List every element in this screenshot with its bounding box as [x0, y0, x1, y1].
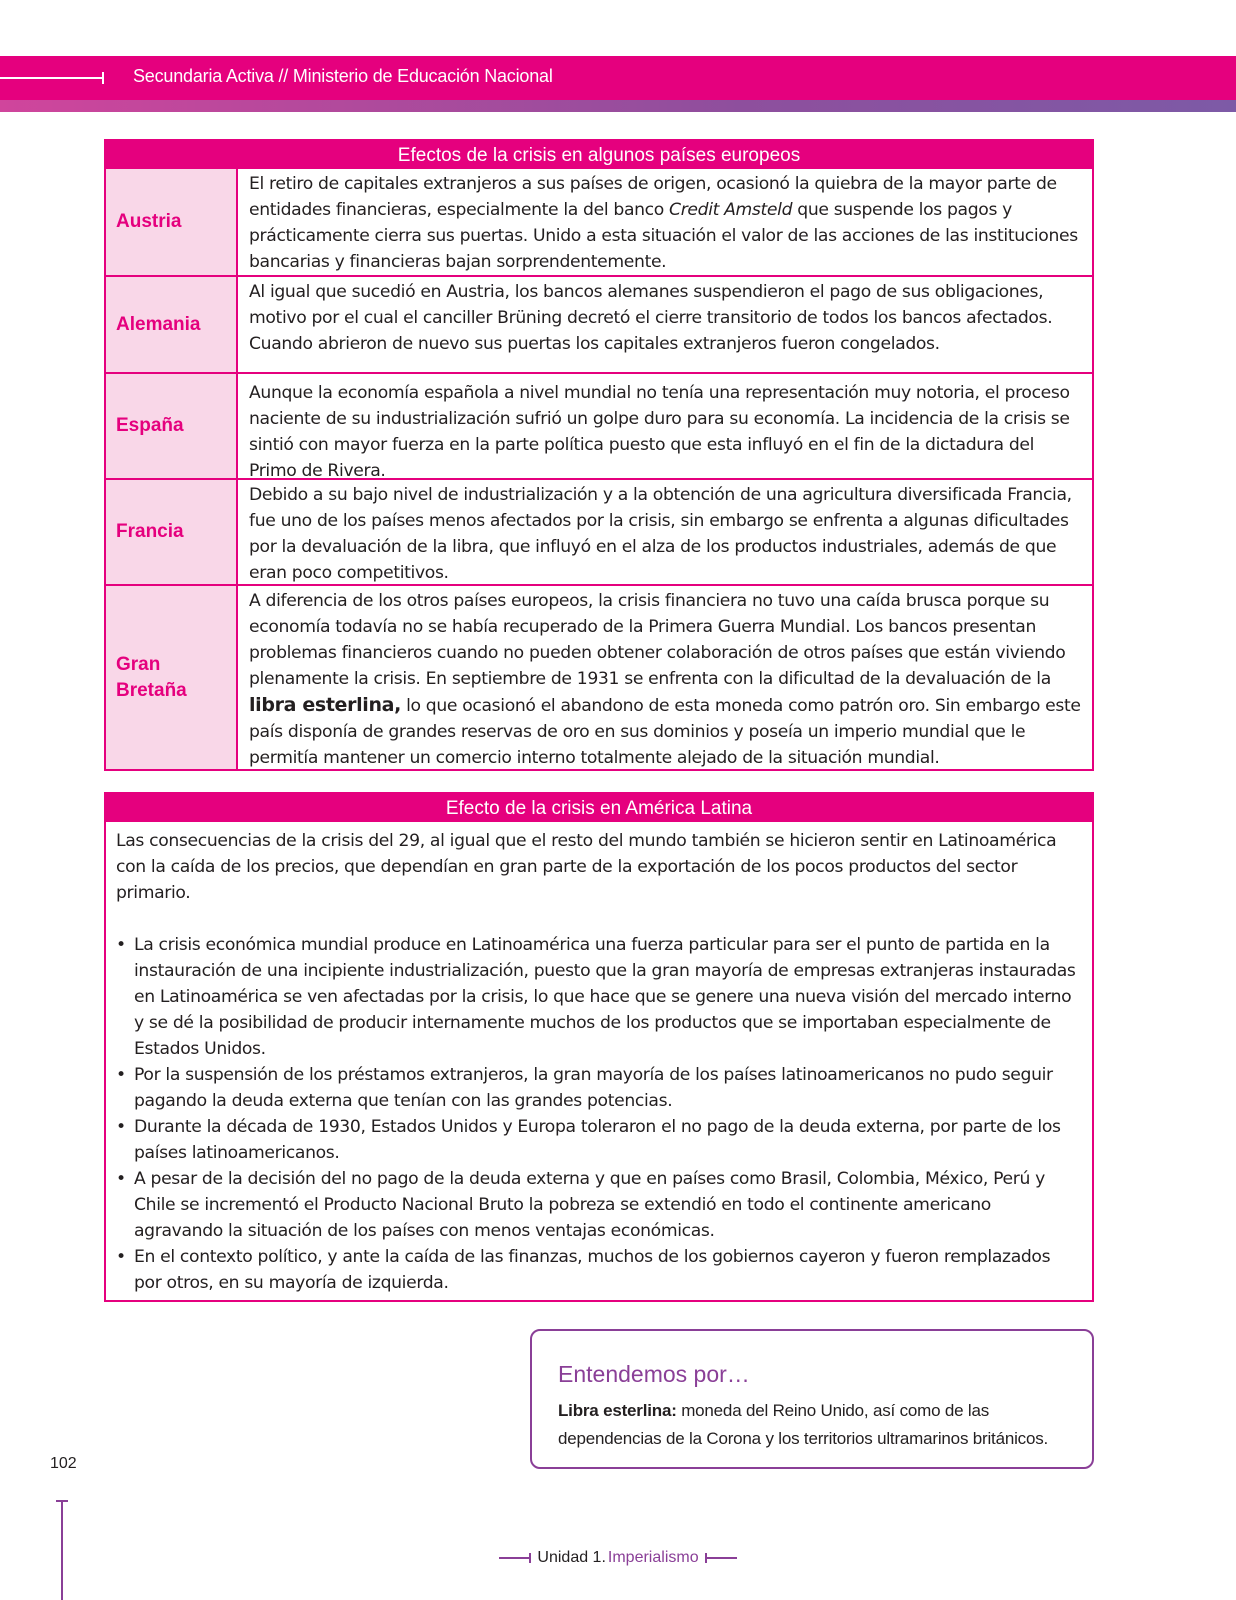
bullet-icon: • [116, 1117, 126, 1137]
latam-body [106, 822, 1092, 1296]
footer-unit-label: Unidad 1. [537, 1549, 606, 1566]
list-item [116, 932, 1082, 1062]
header-rule [0, 77, 104, 79]
bullet-icon: • [116, 935, 126, 955]
footer-rule-tick [529, 1553, 531, 1563]
key-term: libra esterlina, [249, 694, 401, 716]
latam-bullet-list [116, 932, 1082, 1296]
header-title: Secundaria Activa // Ministerio de Educación Nacional [133, 66, 553, 86]
definition-body: moneda del Reino Unido, así como de las dependencias de la Corona y los territorios ultramarinos británicos. [558, 1401, 1049, 1448]
country-description: Al igual que sucedió en Austria, los bancos alemanes suspendieron el pago de sus obligaciones, motivo por el cual el canciller Brüning decretó el cierre transitorio de todos los bancos afectados. Cuando abrieron de nuevo sus puertas los capitales extranjeros fueron congelados. [249, 282, 1053, 354]
bullet-icon: • [116, 1065, 126, 1085]
definition-title: Entendemos por… [558, 1361, 750, 1387]
description-text: A diferencia de los otros países europeos, la crisis financiera no tuvo una caída brusca porque su economía todavía no se había recuperado de la Primera Guerra Mundial. Los bancos presentan problemas financieros cuando no pueden obtener colaboración de otros países que están viviendo plenamente la crisis. En septiembre de 1931 se enfrenta con la dificultad de la devaluación de la [249, 591, 1066, 689]
latam-effects-table [104, 792, 1094, 1302]
country-description: Aunque la economía española a nivel mundial no tenía una representación muy notoria, el proceso naciente de su industrialización sufrió un golpe duro para su economía. La incidencia de la crisis se sintió con mayor fuerza en la parte política puesto que esta influyó en el fin de la dictadura del Primo de Rivera. [249, 383, 1070, 481]
latam-table-title: Efecto de la crisis en América Latina [106, 794, 1092, 822]
list-item [116, 1244, 1082, 1296]
country-description: Debido a su bajo nivel de industrialización y a la obtención de una agricultura diversificada Francia, fue uno de los países menos afectados por la crisis, sin embargo se enfrenta a algunas dificultades por la devaluación de la libra, que influyó en el alza de los productos industriales, además de que eran poco competitivos. [249, 485, 1072, 583]
country-cell [106, 586, 238, 769]
bullet-icon: • [116, 1169, 126, 1189]
footer-unit-topic: Imperialismo [607, 1549, 699, 1566]
footer-rule [707, 1557, 737, 1559]
footer-rule [499, 1557, 529, 1559]
europe-table-title: Efectos de la crisis en algunos países europeos [106, 141, 1092, 169]
country-description [238, 586, 1092, 769]
list-item [116, 1166, 1082, 1244]
bullet-text: Por la suspensión de los préstamos extranjeros, la gran mayoría de los países latinoamericanos no pudo seguir pagando la deuda externa que tenían con las grandes potencias. [134, 1065, 1053, 1111]
description-text: lo que ocasionó el abandono de esta moneda como patrón oro. Sin embargo este país disponía de grandes reservas de oro en sus dominios y poseía un imperio mundial que le permitía mantener un comercio interno totalmente alejado de la situación mundial. [249, 696, 1081, 768]
table-row [106, 584, 1092, 769]
country-cell [106, 374, 238, 478]
country-description [238, 169, 1092, 275]
list-item [116, 1114, 1082, 1166]
country-cell [106, 169, 238, 275]
country-name: Gran Bretaña [116, 653, 187, 701]
table-row [106, 478, 1092, 584]
table-row [106, 372, 1092, 481]
description-text: El retiro de capitales extranjeros a sus países de origen, ocasionó la quiebra de la mayor parte de entidades financieras, especialmente la del banco [249, 174, 1057, 220]
bullet-text: A pesar de la decisión del no pago de la deuda externa y que en países como Brasil, Colombia, México, Perú y Chile se incrementó el Producto Nacional Bruto la pobreza se extendió en todo el continente americano agravando la situación de los países con menos ventajas económicas. [134, 1169, 1045, 1241]
page-number: 102 [50, 1455, 77, 1472]
country-name: Francia [116, 521, 184, 542]
table-row [106, 275, 1092, 372]
country-cell [106, 480, 238, 584]
country-name: Alemania [116, 313, 201, 335]
country-cell [106, 277, 238, 372]
definition-term: Libra esterlina: [558, 1401, 677, 1420]
country-name: España [116, 415, 184, 436]
header-rule-tick [102, 72, 104, 84]
bullet-text: En el contexto político, y ante la caída de las finanzas, muchos de los gobiernos cayeron y fueron remplazados por otros, en su mayoría de izquierda. [134, 1247, 1051, 1293]
latam-intro: Las consecuencias de la crisis del 29, al igual que el resto del mundo también se hicieron sentir en Latinoamérica con la caída de los precios, que dependían en gran parte de la exportación de los pocos productos del sector primario. [116, 831, 1057, 903]
header-stripe [0, 100, 1236, 112]
table-row [106, 169, 1092, 275]
definition-box [530, 1329, 1094, 1469]
list-item [116, 1062, 1082, 1114]
europe-effects-table [104, 139, 1094, 771]
description-text: que suspende los pagos y prácticamente cierra sus puertas. Unido a esta situación el valor de las acciones de las instituciones bancarias y financieras bajan sorprendentemente. [249, 200, 1078, 272]
bullet-icon: • [116, 1247, 126, 1267]
definition-text [558, 1397, 1078, 1453]
bank-name: Credit Amsteld [669, 200, 793, 220]
bullet-text: Durante la década de 1930, Estados Unidos y Europa toleraron el no pago de la deuda externa, por parte de los países latinoamericanos. [134, 1117, 1061, 1163]
country-name: Austria [116, 211, 182, 232]
margin-rule-tick [56, 1500, 68, 1502]
bullet-text: La crisis económica mundial produce en Latinoamérica una fuerza particular para ser el punto de partida en la instauración de una incipiente industrialización, puesto que la gran mayoría de empresas extranjeras instauradas en Latinoamérica se ven afectadas por la crisis, lo que hace que se genere una nueva visión del mercado interno y se dé la posibilidad de producir internamente muchos de los productos que se importaban especialmente de Estados Unidos. [134, 935, 1076, 1059]
footer-unit [0, 1549, 1236, 1567]
